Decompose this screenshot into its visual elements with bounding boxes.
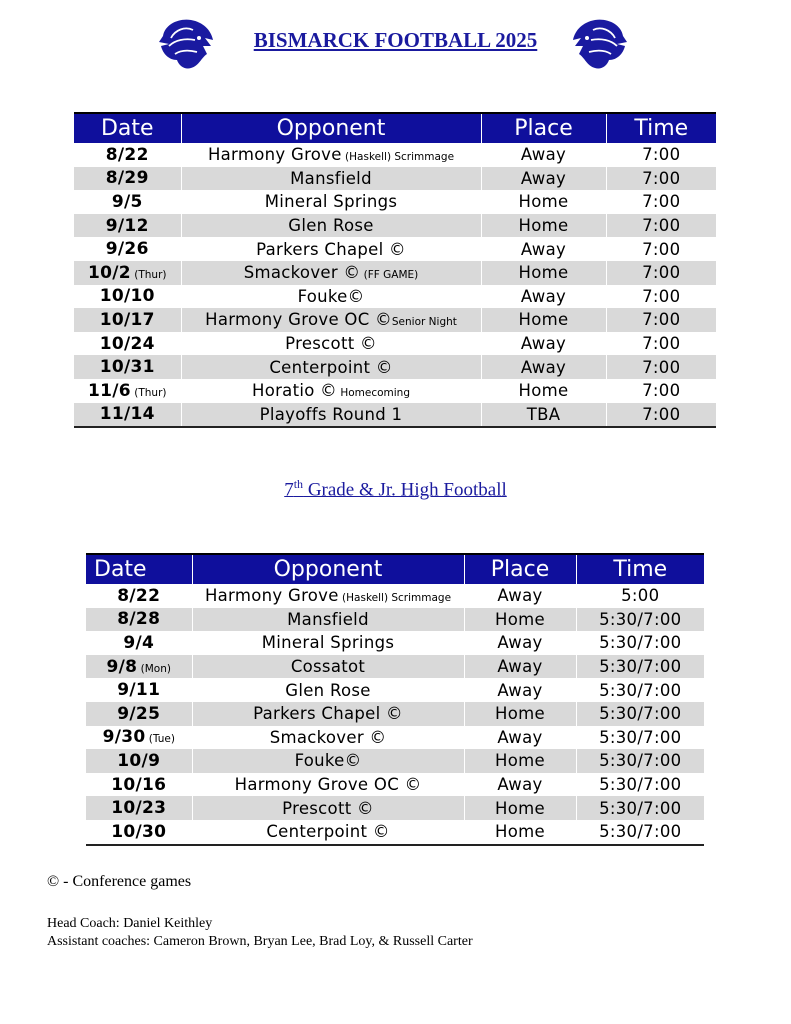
opponent-name: Smackover © (243, 263, 361, 283)
table-row (74, 214, 716, 238)
column-header-date: Date (86, 554, 192, 584)
time-cell: 7:00 (642, 381, 681, 401)
opponent-name: Mineral Springs (264, 192, 398, 212)
assistant-coaches: Assistant coaches: Cameron Brown, Bryan Lee, Brad Loy, & Russell Carter (47, 934, 473, 949)
time-cell: 7:00 (606, 167, 716, 191)
place-cell: Home (481, 214, 606, 238)
place-cell: Away (481, 167, 606, 191)
time-cell: 7:00 (606, 261, 716, 285)
opponent-cell (181, 167, 481, 191)
opponent-cell (181, 237, 481, 261)
place-cell: Home (464, 702, 576, 726)
time-cell: 5:30/7:00 (576, 796, 704, 820)
table-row (74, 143, 716, 167)
place-cell: Away (481, 143, 606, 167)
date-cell (74, 403, 181, 428)
place-cell: Away (481, 355, 606, 379)
column-header-place: Place (481, 113, 606, 143)
table-row (74, 379, 716, 403)
table-row (74, 190, 716, 214)
date-cell (74, 308, 181, 332)
date-cell (86, 631, 192, 655)
date-value: 8/22 (105, 144, 149, 165)
place-cell: Away (464, 726, 576, 750)
opponent-name: Parkers Chapel © (253, 704, 403, 724)
date-cell (86, 773, 192, 797)
opponent-cell (181, 261, 481, 285)
column-header-opponent: Opponent (181, 113, 481, 143)
junior-section-title (0, 477, 791, 501)
opponent-cell (181, 214, 481, 238)
table-row (74, 355, 716, 379)
opponent-cell (192, 678, 464, 702)
opponent-cell (192, 608, 464, 632)
date-value: 9/8 (106, 656, 138, 677)
date-value: 10/30 (111, 821, 167, 842)
time-cell: 7:00 (606, 403, 716, 428)
junior-title-grade: 7 (284, 479, 294, 501)
date-value: 10/16 (111, 774, 167, 795)
date-note: (Thur) (130, 268, 167, 281)
date-cell (74, 261, 181, 285)
date-cell (74, 167, 181, 191)
date-cell (86, 796, 192, 820)
time-cell: 7:00 (642, 145, 681, 165)
junior-rows (86, 584, 704, 845)
date-note: (Mon) (137, 662, 171, 675)
opponent-name: Glen Rose (288, 216, 374, 236)
time-cell: 5:30/7:00 (599, 633, 682, 653)
opponent-cell (181, 285, 481, 309)
date-cell (86, 820, 192, 845)
opponent-cell (192, 749, 464, 773)
table-row (86, 584, 704, 608)
opponent-name: Prescott © (282, 798, 374, 818)
table-row (86, 820, 704, 845)
opponent-cell (181, 379, 481, 403)
junior-schedule-table (86, 553, 704, 846)
opponent-cell (181, 308, 481, 332)
time-cell: 5:30/7:00 (576, 608, 704, 632)
date-value: 11/6 (88, 380, 131, 401)
table-row (74, 167, 716, 191)
head-coach: Head Coach: Daniel Keithley (47, 916, 213, 931)
column-header-time: Time (576, 554, 704, 584)
time-cell: 5:30/7:00 (599, 680, 682, 700)
time-cell: 5:30/7:00 (576, 702, 704, 726)
date-cell (74, 285, 181, 309)
date-cell (86, 608, 192, 632)
place-cell: Away (464, 678, 576, 702)
table-header-row (86, 554, 704, 584)
opponent-name: Centerpoint © (269, 357, 393, 377)
opponent-cell (192, 796, 464, 820)
time-cell: 5:30/7:00 (576, 820, 704, 845)
time-cell: 5:00 (621, 586, 660, 606)
date-cell (86, 655, 192, 679)
opponent-note: Homecoming (336, 387, 410, 400)
date-value: 10/2 (88, 262, 131, 283)
time-cell: 7:00 (642, 239, 681, 259)
opponent-name: Mineral Springs (261, 633, 395, 653)
date-value: 9/26 (105, 239, 149, 260)
date-value: 10/24 (99, 333, 155, 354)
opponent-name: Prescott © (285, 334, 377, 354)
date-cell (86, 702, 192, 726)
opponent-note: Senior Night (391, 316, 457, 329)
date-value: 9/30 (102, 727, 146, 748)
place-cell: Away (464, 584, 576, 608)
date-value: 10/17 (99, 309, 155, 330)
date-value: 9/4 (123, 632, 155, 653)
date-value: 10/31 (99, 357, 155, 378)
date-value: 11/14 (99, 404, 155, 425)
table-header-row (74, 113, 716, 143)
conference-legend: © - Conference games (47, 873, 192, 890)
date-value: 10/9 (117, 750, 161, 771)
opponent-name: Centerpoint © (266, 822, 390, 842)
opponent-cell (192, 631, 464, 655)
opponent-cell (192, 726, 464, 750)
time-cell: 5:30/7:00 (599, 775, 682, 795)
opponent-cell (181, 143, 481, 167)
date-cell (86, 726, 192, 750)
place-cell: Home (481, 261, 606, 285)
place-cell: Away (481, 285, 606, 309)
opponent-name: Horatio © (251, 381, 337, 401)
date-value: 9/12 (105, 215, 149, 236)
time-cell: 7:00 (642, 286, 681, 306)
opponent-cell (192, 584, 464, 608)
time-cell: 7:00 (606, 308, 716, 332)
place-cell: Home (464, 608, 576, 632)
page-title: BISMARCK FOOTBALL 2025 (253, 28, 538, 52)
date-cell (74, 237, 181, 261)
date-value: 9/5 (111, 191, 143, 212)
opponent-cell (181, 332, 481, 356)
opponent-cell (181, 355, 481, 379)
date-cell (74, 332, 181, 356)
table-row (86, 749, 704, 773)
opponent-note: (Haskell) Scrimmage (341, 151, 455, 164)
time-cell: 5:30/7:00 (576, 655, 704, 679)
date-cell (74, 190, 181, 214)
table-row (86, 678, 704, 702)
varsity-schedule-table (74, 112, 716, 428)
date-value: 10/23 (111, 798, 167, 819)
opponent-name: Mansfield (290, 168, 372, 188)
time-cell: 7:00 (642, 192, 681, 212)
opponent-name: Playoffs Round 1 (259, 404, 403, 424)
date-cell (86, 678, 192, 702)
time-cell: 7:00 (642, 334, 681, 354)
place-cell: Home (481, 308, 606, 332)
date-note: (Tue) (145, 733, 175, 746)
opponent-cell (192, 655, 464, 679)
table-row (74, 308, 716, 332)
table-row (86, 655, 704, 679)
opponent-name: Cossatot (290, 657, 366, 677)
date-value: 8/22 (117, 585, 161, 606)
table-row (86, 726, 704, 750)
table-row (74, 332, 716, 356)
column-header-opponent: Opponent (192, 554, 464, 584)
date-cell (86, 749, 192, 773)
opponent-name: Harmony Grove (204, 586, 339, 606)
place-cell: Home (481, 379, 606, 403)
opponent-note: (FF GAME) (360, 269, 419, 282)
opponent-cell (181, 403, 481, 428)
place-cell: Away (464, 655, 576, 679)
time-cell: 5:30/7:00 (599, 727, 682, 747)
date-value: 9/25 (117, 703, 161, 724)
place-cell: TBA (481, 403, 606, 428)
date-cell (74, 143, 181, 167)
place-cell: Home (464, 749, 576, 773)
table-row (86, 796, 704, 820)
opponent-name: Fouke© (297, 286, 365, 306)
table-row (74, 403, 716, 428)
date-cell (74, 379, 181, 403)
column-header-date: Date (74, 113, 181, 143)
table-row (86, 773, 704, 797)
junior-title-rest: Grade & Jr. High Football (303, 479, 507, 501)
time-cell: 7:00 (606, 355, 716, 379)
opponent-cell (192, 702, 464, 726)
time-cell: 5:30/7:00 (576, 749, 704, 773)
junior-title-suffix: th (293, 477, 304, 491)
table-row (74, 237, 716, 261)
opponent-name: Harmony Grove OC © (234, 775, 422, 795)
date-cell (74, 355, 181, 379)
opponent-name: Harmony Grove OC © (205, 310, 392, 330)
date-cell (86, 584, 192, 608)
opponent-name: Parkers Chapel © (256, 239, 406, 259)
date-value: 10/10 (99, 286, 155, 307)
opponent-name: Harmony Grove (207, 145, 342, 165)
place-cell: Home (464, 796, 576, 820)
opponent-name: Mansfield (287, 609, 369, 629)
opponent-name: Fouke© (294, 751, 362, 771)
opponent-note: (Haskell) Scrimmage (338, 592, 452, 605)
place-cell: Away (464, 773, 576, 797)
time-cell: 7:00 (606, 214, 716, 238)
table-row (74, 261, 716, 285)
opponent-name: Glen Rose (285, 680, 371, 700)
date-note: (Thur) (130, 386, 167, 399)
date-value: 8/29 (105, 168, 149, 189)
place-cell: Away (464, 631, 576, 655)
table-row (74, 285, 716, 309)
place-cell: Away (481, 332, 606, 356)
opponent-cell (192, 773, 464, 797)
date-cell (74, 214, 181, 238)
date-value: 8/28 (117, 609, 161, 630)
date-value: 9/11 (117, 680, 161, 701)
place-cell: Home (464, 820, 576, 845)
column-header-place: Place (464, 554, 576, 584)
table-row (86, 702, 704, 726)
varsity-rows (74, 143, 716, 427)
table-row (86, 631, 704, 655)
opponent-cell (192, 820, 464, 845)
opponent-cell (181, 190, 481, 214)
place-cell: Home (481, 190, 606, 214)
column-header-time: Time (606, 113, 716, 143)
opponent-name: Smackover © (269, 727, 387, 747)
table-row (86, 608, 704, 632)
place-cell: Away (481, 237, 606, 261)
